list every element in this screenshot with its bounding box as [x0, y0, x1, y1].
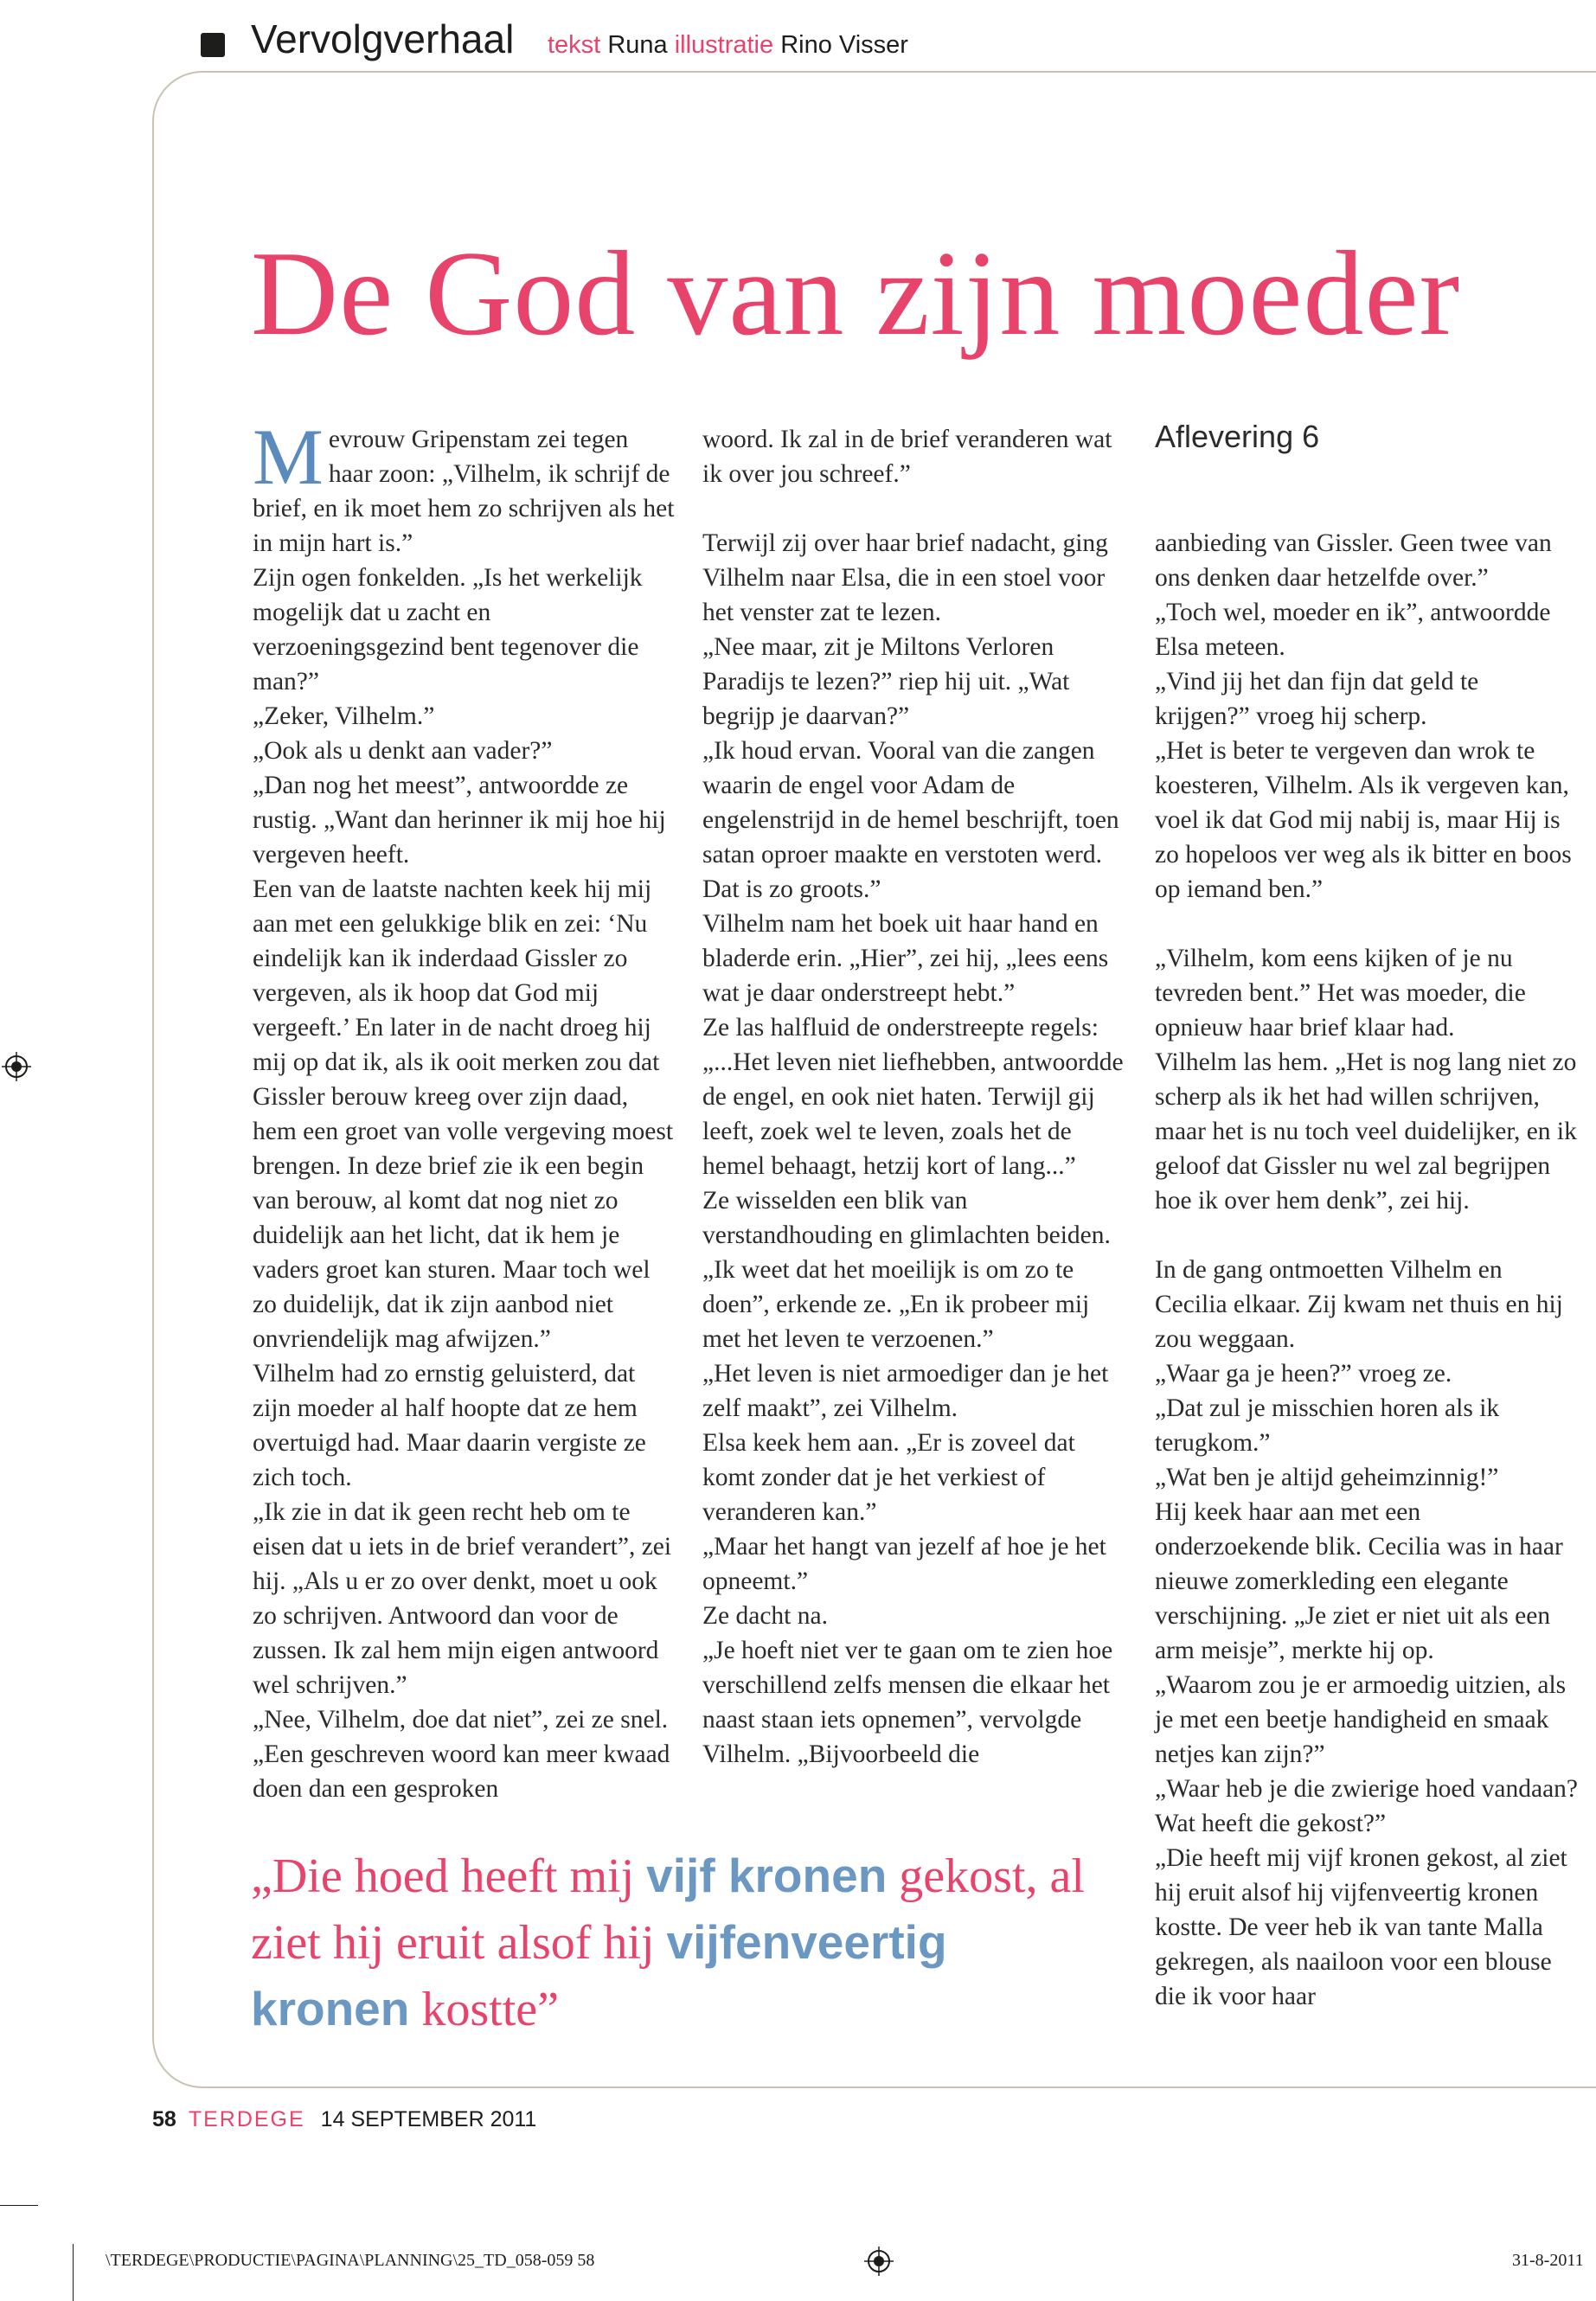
paragraph: Hij keek haar aan met een onderzoekende blik. Cecilia was in haar nieuwe zomerkleding een elegante verschijning. „Je ziet er niet uit als een arm meisje”, merkte hij op.	[1155, 1498, 1563, 1664]
crop-mark	[73, 2244, 74, 2301]
text-column-2	[702, 422, 1126, 1772]
section-label: Vervolgverhaal	[251, 16, 515, 61]
paragraph: Zijn ogen fonkelden. „Is het werkelijk mogelijk dat u zacht en verzoeningsgezind bent tegenover die man?”	[253, 564, 643, 695]
paragraph: Ze las halfluid de onderstreepte regels: „...Het leven niet liefhebben, antwoordde de engel, en ook niet haten. Terwijl gij leeft, zoek wel te leven, zoals het de hemel behaagt, hetzij kort of lang...”	[702, 1014, 1124, 1180]
episode-label: Aflevering 6	[1155, 419, 1320, 454]
slug-path: \TERDEGE\PRODUCTIE\PAGINA\PLANNING\25_TD_058-059 58	[106, 2251, 595, 2270]
paragraph: Elsa keek hem aan. „Er is zoveel dat komt zonder dat je het verkiest of veranderen kan.”	[702, 1429, 1075, 1526]
paragraph: Vilhelm had zo ernstig geluisterd, dat zijn moeder al half hoopte dat ze hem overtuigd had. Maar daarin vergiste ze zich toch.	[253, 1360, 646, 1491]
paragraph: Terwijl zij over haar brief nadacht, ging Vilhelm naar Elsa, die in een stoel voor het venster zat te lezen.	[702, 529, 1108, 626]
registration-mark-icon	[864, 2247, 894, 2276]
paragraph: aanbieding van Gissler. Geen twee van ons denken daar hetzelfde over.”	[1155, 529, 1552, 592]
page-number: 58	[152, 2107, 176, 2131]
author-name: Runa	[607, 31, 668, 59]
paragraph: Vilhelm las hem. „Het is nog lang niet zo scherp als ik het had willen schrijven, maar het is nu toch veel duidelijker, en ik geloof dat Gissler nu wel zal begrijpen hoe ik over hem denk”, zei hij.	[1155, 1048, 1577, 1215]
text-column-1	[253, 413, 676, 1806]
paragraph: „Zeker, Vilhelm.”	[253, 702, 435, 730]
paragraph: Een van de laatste nachten keek hij mij aan met een gelukkige blik en zei: ‘Nu eindelijk kan ik inderdaad Gissler zo vergeven, als ik hoop dat God mij vergeeft.’ En later in de nacht droeg hij mij op dat ik, als ik ooit merken zou dat Gissler berouw kreeg over zijn daad, hem een groet van volle vergeving moest brengen. In deze brief zie ik een begin van berouw, al komt dat nog niet zo duidelijk aan het licht, dat ik hem je vaders groet kan sturen. Maar toch wel zo duidelijk, dat ik zijn aanbod niet onvriendelijk mag afwijzen.”	[253, 875, 674, 1353]
paragraph: Ze dacht na.	[702, 1602, 828, 1630]
drop-cap: M	[253, 413, 324, 501]
paragraph: „Toch wel, moeder en ik”, antwoordde Elsa meteen.	[1155, 599, 1551, 661]
text-label: tekst	[548, 31, 601, 59]
paragraph: „Waar heb je die zwierige hoed vandaan? Wat heeft die gekost?”	[1155, 1775, 1579, 1837]
paragraph: „Het is beter te vergeven dan wrok te koesteren, Vilhelm. Als ik vergeven kan, voel ik dat God mij nabij is, maar Hij is zo hopeloos ver weg als ik bitter en boos op iemand ben.”	[1155, 737, 1572, 903]
pull-quote-emphasis: vijf kronen	[646, 1849, 888, 1902]
folio	[152, 2107, 536, 2132]
issue-date: 14 SEPTEMBER 2011	[320, 2107, 537, 2131]
credits-line	[548, 31, 908, 60]
paragraph: „Dan nog het meest”, antwoordde ze rustig. „Want dan herinner ik mij hoe hij vergeven heeft.	[253, 772, 666, 868]
paragraph: „Waar ga je heen?” vroeg ze.	[1155, 1360, 1452, 1388]
paragraph: Vilhelm nam het boek uit haar hand en bladerde erin. „Hier”, zei hij, „lees eens wat je daar onderstreept hebt.”	[702, 910, 1109, 1007]
illustration-label: illustratie	[674, 31, 774, 59]
section-marker-square	[201, 33, 225, 57]
paragraph: „Het leven is niet armoediger dan je het zelf maakt”, zei Vilhelm.	[702, 1360, 1109, 1422]
paragraph: „Vind jij het dan fijn dat geld te krijgen?” vroeg hij scherp.	[1155, 668, 1479, 730]
paragraph: In de gang ontmoetten Vilhelm en Cecilia elkaar. Zij kwam net thuis en hij zou weggaan.	[1155, 1256, 1563, 1353]
paragraph: „Je hoeft niet ver te gaan om te zien hoe verschillend zelfs mensen die elkaar het naast staan iets opnemen”, vervolgde Vilhelm. „Bijvoorbeeld die	[702, 1637, 1113, 1768]
illustrator-name: Rino Visser	[780, 31, 908, 59]
paragraph: Ze wisselden een blik van verstandhouding en glimlachten beiden.	[702, 1187, 1111, 1249]
slug-date: 31-8-2011	[1512, 2251, 1584, 2270]
pull-quote: „Die hoed heeft mij vijf kronen gekost, al ziet hij eruit alsof hij vijfenveertig kronen kostte”	[251, 1849, 1085, 2036]
paragraph: „Vilhelm, kom eens kijken of je nu tevreden bent.” Het was moeder, die opnieuw haar brief klaar had.	[1155, 945, 1526, 1042]
paragraph: „Die heeft mij vijf kronen gekost, al ziet hij eruit alsof hij vijfenveertig kronen kostte. De veer heb ik van tante Malla gekregen, als naailoon voor een blouse die ik voor haar	[1155, 1844, 1567, 2010]
pull-quote-emphasis: vijfenveertig kronen	[251, 1915, 947, 2035]
paragraph: „Wat ben je altijd geheimzinnig!”	[1155, 1464, 1499, 1491]
paragraph: „Ook als u denkt aan vader?”	[253, 737, 553, 765]
paragraph: „Ik zie in dat ik geen recht heb om te eisen dat u iets in de brief verandert”, zei hij. „Als u er zo over denkt, moet u ook zo schrijven. Antwoord dan voor de zussen. Ik zal hem mijn eigen antwoord wel schrijven.”	[253, 1498, 672, 1699]
paragraph: Mevrouw Gripenstam zei tegen haar zoon: „Vilhelm, ik schrijf de brief, en ik moet hem zo schrijven als het in mijn hart is.”	[253, 413, 675, 557]
magazine-name: TERDEGE	[188, 2107, 305, 2131]
crop-mark	[0, 2205, 38, 2206]
text-column-3	[1155, 526, 1579, 2014]
paragraph: „Maar het hangt van jezelf af hoe je het opneemt.”	[702, 1533, 1106, 1595]
paragraph: „Nee, Vilhelm, doe dat niet”, zei ze snel. „Een geschreven woord kan meer kwaad doen dan een gesproken	[253, 1706, 670, 1803]
article-title: De God van zijn moeder	[251, 227, 1461, 361]
paragraph: „Ik weet dat het moeilijk is om zo te doen”, erkende ze. „En ik probeer mij met het leven te verzoenen.”	[702, 1256, 1090, 1353]
paragraph: „Dat zul je misschien horen als ik terugkom.”	[1155, 1394, 1500, 1457]
paragraph: „Waarom zou je er armoedig uitzien, als je met een beetje handigheid en smaak netjes kan zijn?”	[1155, 1671, 1567, 1768]
paragraph: „Ik houd ervan. Vooral van die zangen waarin de engel voor Adam de engelenstrijd in de hemel beschrijft, toen satan oproer maakte en verstoten werd. Dat is zo groots.”	[702, 737, 1119, 903]
paragraph: woord. Ik zal in de brief veranderen wat ik over jou schreef.”	[702, 426, 1112, 488]
registration-mark-icon	[2, 1052, 31, 1081]
paragraph: „Nee maar, zit je Miltons Verloren Paradijs te lezen?” riep hij uit. „Wat begrijp je daarvan?”	[702, 633, 1070, 730]
